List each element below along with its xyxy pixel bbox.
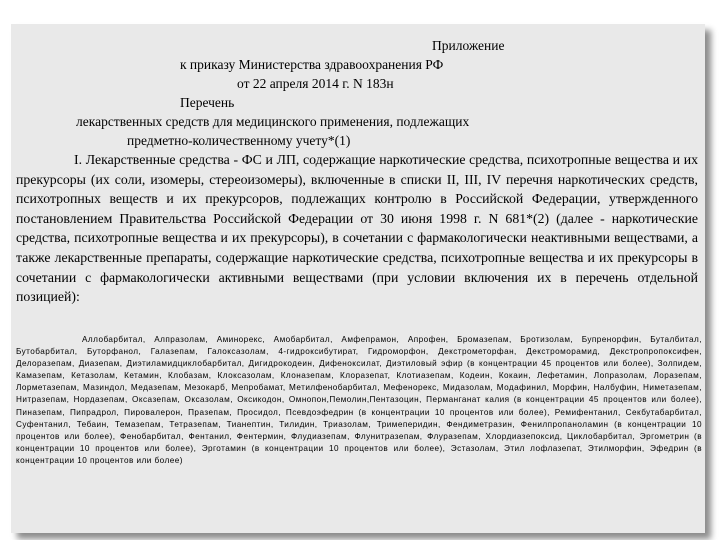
header-appendix: Приложение xyxy=(432,38,505,53)
header-date: от 22 апреля 2014 г. N 183н xyxy=(237,76,394,91)
header-list-title: Перечень xyxy=(180,95,235,110)
substance-list-block xyxy=(16,334,702,467)
substance-list: Аллобарбитал, Алпразолам, Аминорекс, Амобарбитал, Амфепрамон, Апрофен, Бромазепам, Бротизолам, Бупренорфин, Буталбитал, Бутобарбитал, Буторфанол, Галазепам, Галоксазолам, 4-гидроксибутират, Гидроморфон, Декстрометорфан, Декстроморамид, Декстропропоксифен, Делоразепам, Диазепам, Диэтиламидциклобарбитал, Дигидрокодеин, Дифеноксилат, Диэтиловый эфир (в концентрации 45 процентов или более), Золпидем, Камазепам, Кетазолам, Кетамин, Клобазам, Клоксазолам, Клоназепам, Клоразепат, Клотиазепам, Кодеин, Кокаин, Лефетамин, Лопразолам, Лоразепам, Лорметазепам, Мазиндол, Медазепам, Мезокарб, Мепробамат, Метилфенобарбитал, Мефенорекс, Мидазолам, Модафинил, Морфин, Налбуфин, Ниметазепам, Нитразепам, Нордазепам, Оксазепам, Оксазолам, Оксикодон, Омнопон,Пемолин,Пентазоцин, Перманганат калия (в концентрации 45 процентов или более), Пиназепам, Пипрадрол, Пировалерон, Празепам, Просидол, Псевдоэфедрин (в концентрации 10 процентов или более), Ремифентанил, Секбутабарбитал, Суфентанил, Тебаин, Темазепам, Тетразепам, Тианептин, Тилидин, Триазолам, Тримеперидин, Фендиметразин, Фенилпропаноламин (в концентрации 10 процентов или более), Фенобарбитал, Фентанил, Фентермин, Флудиазепам, Флунитразепам, Флуразепам, Хлордиазепоксид, Циклобарбитал, Эргометрин (в концентрации 10 процентов или более), Эрготамин (в концентрации 10 процентов или более), Эстазолам, Этил лофлазепат, Этилморфин, Эфедрин (в концентрации 10 процентов или более) xyxy=(16,335,702,465)
section-paragraph: I. Лекарственные средства - ФС и ЛП, содержащие наркотические средства, психотропные вещества и их прекурсоры (их соли, изомеры, стереоизомеры), включенные в списки II, III, IV перечня наркотических средств, психотропных веществ и их прекурсоров, подлежащих контролю в Российской Федерации, утвержденного постановлением Правительства Российской Федерации от 30 июня 1998 г. N 681*(2) (далее - наркотические средства, психотропные вещества и их прекурсоры), в сочетании с фармакологически неактивными веществами, а также лекарственные препараты, содержащие наркотические средства, психотропные вещества и их прекурсоры в сочетании с фармакологически активными веществами (при условии включения их в перечень отдельной позицией): xyxy=(16,152,698,305)
header-subtitle-2: предметно-количественному учету*(1) xyxy=(127,133,351,148)
header-order: к приказу Министерства здравоохранения РФ xyxy=(180,57,444,72)
document-header xyxy=(0,36,720,150)
header-subtitle-1: лекарственных средств для медицинского применения, подлежащих xyxy=(76,114,470,129)
section-paragraph-block xyxy=(16,150,698,307)
